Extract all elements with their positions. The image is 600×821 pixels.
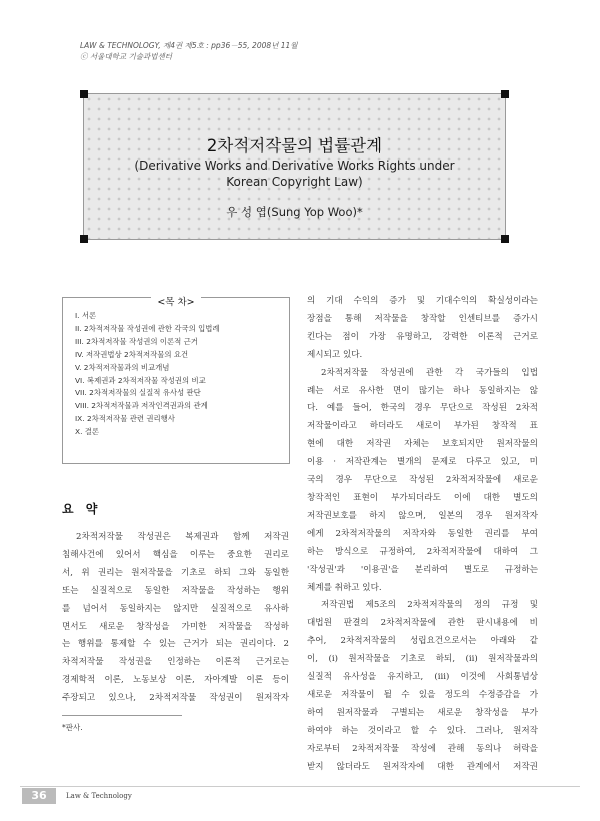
toc-item: VII. 2차적저작물의 실질적 유사성 판단 [75,388,201,398]
toc-item: V. 2차적저작물과의 비교개념 [75,362,170,372]
toc-item: IV. 저작권법상 2차적저작물의 요건 [75,349,189,359]
corner-square-icon [80,90,88,98]
toc-item: III. 2차적저작물 작성권의 이론적 근거 [75,336,198,346]
text-line: 창작적인 표현이 부가되더라도 이에 대한 별도의 [307,492,538,503]
footnote-divider [62,715,182,716]
text-line: 제시되고 있다. [307,349,363,360]
text-line: 의 기대 수익의 증가 및 기대수익의 확실성이라는 [307,296,538,306]
text-line: 를 넘어서 동일하지는 않지만 실질적으로 유사하 [62,603,289,614]
text-line: 차적저작물 작성권을 인정하는 이론적 근거로는 [62,657,289,668]
copyright-line: ⓒ 서울대학교 기술과법센터 [80,52,172,61]
text-line: 2차적저작물 작성권에 관한 각 국가들의 입법 [321,367,538,378]
text-line: 현에 대한 저작권 자체는 보호되지만 원저작물의 [307,439,538,450]
text-line: 경제학적 이론, 노동보상 이론, 자아계발 이론 등이 [62,675,289,686]
text-line: 이, (i) 원저작물을 기초로 하되, (ii) 원저작물과의 [307,654,538,665]
text-line: 대법원 판결의 2차적저작물에 관한 판시내용에 비 [307,618,538,629]
title-korean: 2차적저작물의 법률관계 [206,136,383,155]
text-line: 또는 실질적으로 동일한 저작물을 작성하는 행위 [62,585,289,596]
text-line: 국의 경우 무단으로 작성된 2차적저작물에 새로운 [307,475,538,486]
title-english-line1: (Derivative Works and Derivative Works Rights under [134,159,455,173]
text-line: '작성권'과 '이용권'을 분리하여 별도로 규정하는 [307,564,538,575]
text-line: 다. 예를 들어, 한국의 경우 무단으로 작성된 2차적 [307,403,538,414]
abstract-body [62,529,289,708]
text-line: 새로운 저작물이 될 수 있을 정도의 수정증감을 가 [307,689,538,700]
title-english-line2: Korean Copyright Law) [226,175,363,189]
corner-square-icon [501,235,509,243]
author: 우 성 엽(Sung Yop Woo)* [226,205,363,219]
table-of-contents [62,297,290,464]
text-line: 침해사건에 있어서 핵심을 이루는 중요한 권리로 [62,549,289,560]
right-column-body [307,293,538,776]
text-line: 추어, 2차적저작물의 성립요건으로서는 아래와 같 [307,636,538,647]
toc-item: VI. 복제권과 2차적저작물 작성권의 비교 [75,375,206,385]
text-line: 실질적 유사성을 유지하고, (iii) 이것에 사회통념상 [307,672,538,683]
toc-item: X. 결론 [75,427,100,437]
journal-meta [80,40,298,62]
text-line: 저작물이라고 하더라도 새로이 부가된 창작적 표 [307,421,538,432]
page-number: 36 [22,788,56,804]
toc-item: I. 서론 [75,311,97,320]
text-line: 받지 않더라도 원저작자에 대한 관계에서 저작권 [307,761,538,772]
text-line: 저작권법 제5조의 2차적저작물의 정의 규정 및 [321,600,538,611]
text-line: 하여 원저작물과 구별되는 새로운 창작성을 부가 [307,707,538,718]
text-line: 하여야 하는 것이라고 할 수 있다. 그러나, 원저작 [307,725,538,736]
text-line: 례는 서로 유사한 면이 많기는 하나 동일하지는 않 [307,385,538,396]
journal-citation: LAW & TECHNOLOGY, 제4권 제5호 : pp36－55, 2008년 11월 [80,41,298,50]
footer-divider [20,786,580,787]
text-line: 저작권보호를 하지 않으며, 일본의 경우 원저작자 [307,510,538,521]
text-line: 장점을 통해 저작물을 창작할 인센티브를 증가시 [307,313,538,324]
title-box [83,93,506,240]
text-line: 하는 방식으로 규정하여, 2차적저작물에 대하여 그 [307,546,538,557]
toc-item: VIII. 2차적저작물과 저작인격권과의 관계 [75,401,208,411]
text-line: 주장되고 있으나, 2차적저작물 작성권이 원저작자 [62,693,289,704]
text-line: 이용 · 저작관계는 별개의 문제로 다루고 있고, 미 [307,457,538,468]
footnote: *판사. [62,723,83,732]
text-line: 면서도 새로운 창작성을 가미한 저작물을 작성하 [62,621,289,632]
text-line: 는 행위를 통제할 수 있는 근거가 되는 권리이다. 2 [62,639,289,650]
text-line: 에게 2차적저작물의 저작자와 동일한 권리를 부여 [307,528,538,539]
text-line: 서, 위 권리는 원저작물을 기초로 하되 그와 동일한 [62,567,289,578]
abstract-heading: 요 약 [62,502,102,516]
corner-square-icon [501,90,509,98]
toc-item: II. 2차적저작물 작성권에 관한 각국의 입법례 [75,323,220,333]
text-line: 2차적저작물 작성권은 복제권과 함께 저작권 [76,532,289,542]
text-line: 킨다는 점이 가장 유명하고, 강력한 이론적 근거로 [307,331,538,342]
text-line: 자로부터 2차적저작물 작성에 관해 동의나 허락을 [307,743,538,754]
toc-title: <목 차> [151,297,200,308]
toc-item: IX. 2차적저작물 관련 권리행사 [75,414,175,424]
corner-square-icon [80,235,88,243]
running-title: Law & Technology [66,792,132,800]
text-line: 체계를 취하고 있다. [307,582,382,593]
